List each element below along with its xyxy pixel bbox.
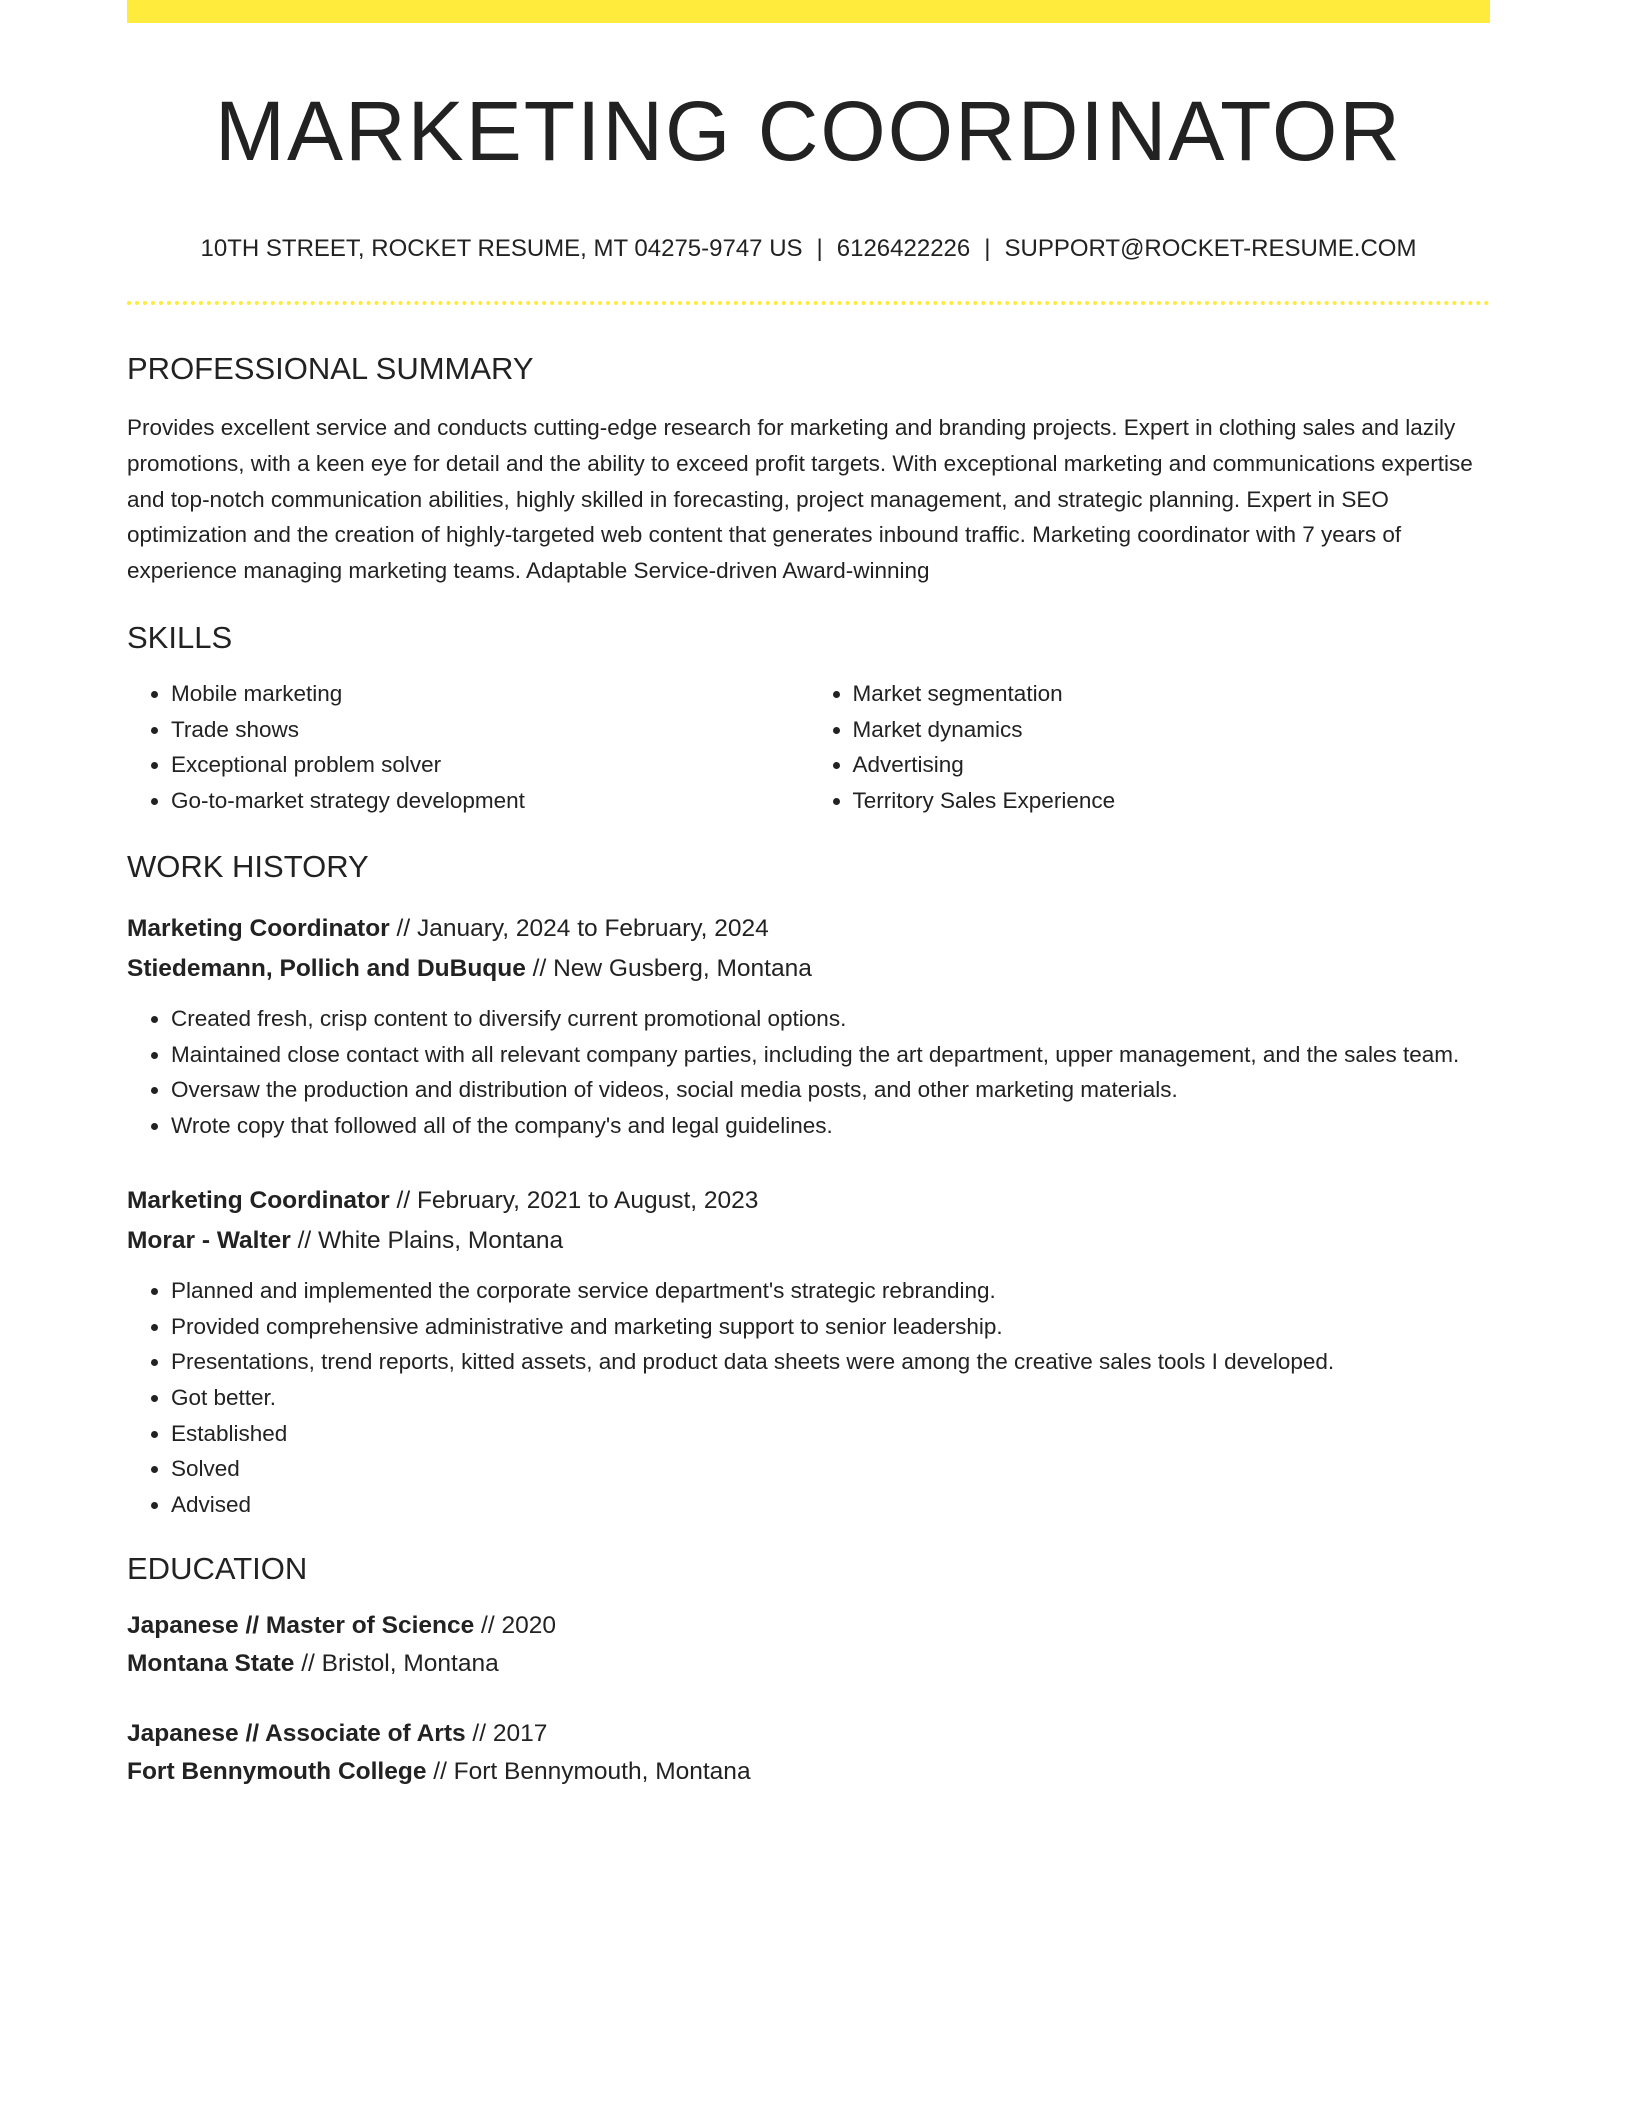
education-year: // 2020 (474, 1612, 556, 1639)
job-company-line (127, 1221, 1490, 1261)
education-entry (127, 1715, 1490, 1790)
resume-page (127, 0, 1490, 1790)
job-title-line (127, 909, 1490, 949)
job-company: Stiedemann, Pollich and DuBuque (127, 955, 526, 983)
education-entry (127, 1607, 1490, 1682)
education-heading: EDUCATION (127, 1550, 308, 1586)
job-dates: // February, 2021 to August, 2023 (389, 1186, 759, 1214)
education-school: Fort Bennymouth College (127, 1757, 427, 1785)
job-role: Marketing Coordinator (127, 915, 390, 943)
job-bullet: • Wrote copy that followed all of the company's and legal guidelines. (171, 1108, 1490, 1144)
skills-heading: SKILLS (127, 619, 233, 655)
contact-email: SUPPORT@ROCKET-RESUME.COM (1004, 235, 1417, 263)
job-bullet: • Maintained close contact with all relevant company parties, including the art department, upper management, and the sales team. (171, 1037, 1490, 1073)
education-location: // Bristol, Montana (294, 1649, 499, 1677)
education-school-line (127, 1645, 1490, 1683)
skill-item: • Exceptional problem solver (171, 747, 809, 783)
summary-text: Provides excellent service and conducts cutting-edge research for marketing and branding projects. Expert in clothing sales and lazily promotions, with a keen eye for detail and the ability to exceed profit targets. With exceptional marketing and communications expertise and top-notch communication abilities, highly skilled in forecasting, project management, and strategic planning. Expert in SEO optimization and the creation of highly-targeted web content that generates inbound traffic. Marketing coordinator with 7 years of experience managing marketing teams. Adaptable Service-driven Award-winning (127, 415, 1473, 584)
job-bullets (127, 1273, 1490, 1523)
contact-separator: | (984, 235, 991, 263)
job-bullet: • Created fresh, crisp content to diversify current promotional options. (171, 1001, 1490, 1037)
job-entry (127, 909, 1490, 1144)
dotted-divider (127, 301, 1490, 305)
work-history-heading: WORK HISTORY (127, 848, 369, 884)
education-school-line (127, 1753, 1490, 1791)
education-degree: Japanese // Master of Science (127, 1612, 475, 1639)
skill-item: • Territory Sales Experience (853, 783, 1491, 819)
education-degree-line (127, 1715, 1490, 1753)
job-bullet: • Provided comprehensive administrative and marketing support to senior leadership. (171, 1309, 1490, 1345)
summary-heading: PROFESSIONAL SUMMARY (127, 351, 534, 387)
job-title-line (127, 1181, 1490, 1221)
job-company: Morar - Walter (127, 1226, 291, 1254)
skill-item: • Advertising (853, 747, 1491, 783)
job-bullet: • Oversaw the production and distribution of videos, social media posts, and other marketing materials. (171, 1072, 1490, 1108)
top-accent-bar (127, 0, 1490, 23)
skill-item: • Trade shows (171, 712, 809, 748)
education-year: // 2017 (465, 1720, 548, 1747)
resume-title: MARKETING COORDINATOR (215, 84, 1402, 178)
job-bullet: • Got better. (171, 1380, 1490, 1416)
skills-right-list (809, 676, 1491, 819)
education-degree: Japanese // Associate of Arts (127, 1720, 466, 1747)
skills-columns (127, 676, 1490, 819)
job-role: Marketing Coordinator (127, 1186, 390, 1214)
education-degree-line (127, 1607, 1490, 1645)
skill-item: • Market dynamics (853, 712, 1491, 748)
contact-address: 10TH STREET, ROCKET RESUME, MT 04275-9747 US (200, 235, 803, 263)
education-school: Montana State (127, 1649, 295, 1677)
job-company-line (127, 949, 1490, 989)
skill-item: • Go-to-market strategy development (171, 783, 809, 819)
job-bullet: • Solved (171, 1451, 1490, 1487)
job-location: // White Plains, Montana (290, 1226, 564, 1254)
skills-left-list (127, 676, 809, 819)
contact-line (127, 235, 1490, 264)
job-bullet: • Planned and implemented the corporate service department's strategic rebranding. (171, 1273, 1490, 1309)
education-location: // Fort Bennymouth, Montana (426, 1757, 751, 1785)
job-dates: // January, 2024 to February, 2024 (389, 915, 769, 943)
job-bullets (127, 1001, 1490, 1144)
job-bullet: • Advised (171, 1487, 1490, 1523)
job-location: // New Gusberg, Montana (525, 955, 812, 983)
job-entry (127, 1181, 1490, 1523)
job-bullet: • Established (171, 1416, 1490, 1452)
skill-item: • Market segmentation (853, 676, 1491, 712)
contact-separator: | (816, 235, 823, 263)
skill-item: • Mobile marketing (171, 676, 809, 712)
job-bullet: • Presentations, trend reports, kitted assets, and product data sheets were among the creative sales tools I developed. (171, 1344, 1490, 1380)
contact-phone: 6126422226 (836, 235, 971, 263)
